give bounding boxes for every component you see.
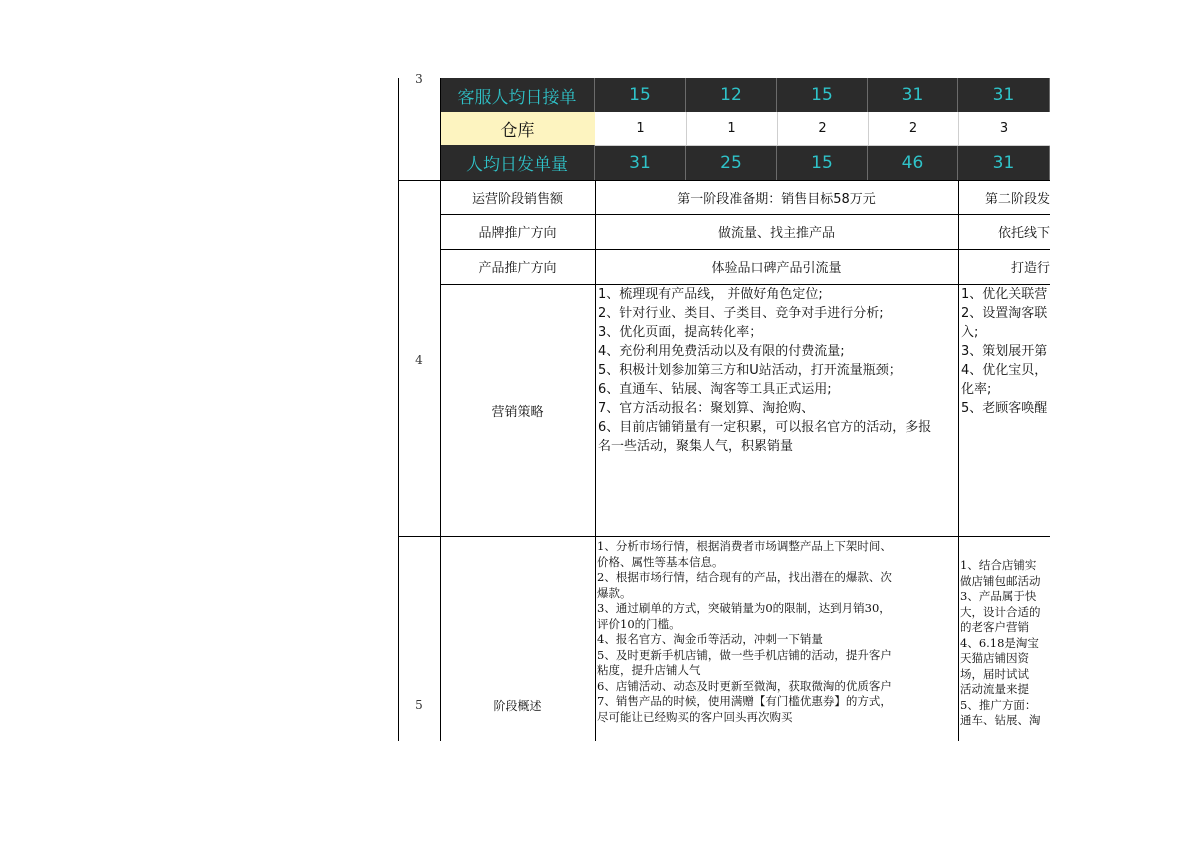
overview-line: 尽可能让已经购买的客户回头再次购买 (597, 709, 793, 724)
strategy-line: 入; (961, 325, 979, 340)
strategy-line: 3、策划展开第 (961, 344, 1048, 359)
strategy-line: 6、直通车、钻展、淘客等工具正式运用; (598, 382, 832, 397)
overview-line: 活动流量来提 (960, 682, 1029, 696)
gridline (868, 112, 869, 145)
shipping-value-2: 25 (686, 145, 777, 180)
label-stage-overview: 阶段概述 (493, 698, 542, 713)
border-line (958, 180, 959, 741)
strategy-line: 1、梳理现有产品线， 并做好角色定位; (598, 287, 823, 302)
shipping-value-1: 31 (595, 145, 686, 180)
label-sales-stage: 运营阶段销售额 (471, 191, 563, 207)
customer-service-value-1: 15 (595, 78, 686, 112)
row-number-5: 5 (415, 698, 423, 712)
overview-line: 7、销售产品的时候，使用满赠【有门槛优惠券】的方式， (597, 694, 892, 708)
overview-line: 爆款。 (597, 585, 632, 600)
strategy-line: 6、目前店铺销量有一定积累，可以报名官方的活动，多报 (598, 420, 932, 435)
stage2-product-promotion: 打造行 (1010, 261, 1050, 276)
overview-line: 1、结合店铺实 (960, 558, 1037, 572)
metric-label-warehouse: 仓库 (440, 112, 595, 145)
overview-line: 通车、钻展、淘 (960, 713, 1041, 727)
overview-line: 5、推广方面： (960, 697, 1037, 712)
metric-label-customer-service: 客服人均日接单 (440, 78, 595, 112)
customer-service-value-5: 31 (958, 78, 1050, 112)
customer-service-value-3: 15 (777, 78, 868, 112)
overview-line: 3、通过刷单的方式，突破销量为0的限制，达到月销30， (597, 601, 891, 615)
overview-line: 天猫店铺因资 (960, 651, 1029, 665)
strategy-line: 3、优化页面，提高转化率； (598, 325, 763, 340)
overview-line: 4、6.18是淘宝 (960, 635, 1039, 650)
overview-line: 场，届时试试 (960, 666, 1029, 681)
overview-line: 粘度，提升店铺人气 (597, 663, 701, 677)
strategy-line: 4、充份利用免费活动以及有限的付费流量; (598, 344, 845, 359)
shipping-value-3: 15 (777, 145, 868, 180)
stage2-brand-promotion: 依托线下 (997, 226, 1050, 241)
overview-line: 4、报名官方、淘金币等活动，冲刺一下销量 (597, 632, 823, 646)
stage1-marketing-strategy (595, 284, 958, 536)
row-number-3: 3 (415, 72, 423, 86)
overview-line: 2、根据市场行情，结合现有的产品，找出潜在的爆款、次 (597, 570, 892, 584)
strategy-line: 化率; (961, 382, 992, 397)
overview-line: 1、分析市场行情，根据消费者市场调整产品上下架时间、 (597, 539, 892, 553)
gridline (958, 112, 959, 145)
label-marketing-strategy: 营销策略 (491, 404, 544, 420)
gridline (595, 145, 1050, 146)
border-line (398, 180, 1050, 181)
strategy-line: 5、老顾客唤醒 (961, 401, 1048, 416)
warehouse-value-4: 2 (868, 112, 958, 145)
shipping-value-5: 31 (958, 145, 1050, 180)
overview-line: 评价10的门槛。 (597, 616, 681, 631)
border-line (440, 78, 441, 741)
strategy-line: 2、针对行业、类目、子类目、竞争对手进行分析; (598, 306, 884, 321)
strategy-line: 1、优化关联营 (961, 287, 1048, 302)
strategy-line: 5、积极计划参加第三方和U站活动，打开流量瓶颈； (598, 363, 902, 378)
border-line (398, 78, 399, 741)
overview-line: 3、产品属于快 (960, 589, 1037, 603)
strategy-line: 7、官方活动报名：聚划算、淘抢购、 (598, 401, 815, 416)
stage1-sales-target: 第一阶段准备期：销售目标58万元 (677, 191, 876, 207)
shipping-value-4: 46 (868, 145, 958, 180)
strategy-line: 名一些活动，聚集人气，积累销量 (598, 439, 794, 454)
stage2-sales-target: 第二阶段发 (984, 191, 1050, 207)
border-line (595, 180, 596, 741)
stage1-brand-promotion: 做流量、找主推产品 (717, 226, 835, 241)
border-line (398, 536, 1050, 537)
row-number-4: 4 (415, 353, 423, 367)
stage2-marketing-strategy (958, 284, 1050, 536)
overview-line: 大，设计合适的 (960, 604, 1041, 619)
overview-line: 价格、属性等基本信息。 (597, 554, 724, 569)
label-product-promotion: 产品推广方向 (478, 261, 557, 276)
label-brand-promotion: 品牌推广方向 (478, 226, 557, 241)
warehouse-value-3: 2 (777, 112, 868, 145)
gridline (686, 112, 687, 145)
strategy-line: 4、优化宝贝， (961, 363, 1048, 378)
warehouse-value-5: 3 (958, 112, 1050, 145)
customer-service-value-4: 31 (868, 78, 958, 112)
overview-line: 6、店铺活动、动态及时更新至微淘，获取微淘的优质客户 (597, 678, 892, 693)
warehouse-value-1: 1 (595, 112, 686, 145)
metric-label-shipping: 人均日发单量 (440, 145, 595, 180)
overview-line: 的老客户营销 (960, 620, 1029, 634)
warehouse-value-2: 1 (686, 112, 777, 145)
gridline (777, 112, 778, 145)
stage1-product-promotion: 体验品口碑产品引流量 (711, 261, 842, 276)
customer-service-value-2: 12 (686, 78, 777, 112)
stage1-overview (595, 537, 958, 741)
strategy-line: 2、设置淘客联 (961, 306, 1048, 321)
stage2-overview (958, 556, 1050, 741)
overview-line: 做店铺包邮活动 (960, 573, 1041, 588)
overview-line: 5、及时更新手机店铺，做一些手机店铺的活动，提升客户 (597, 647, 892, 662)
